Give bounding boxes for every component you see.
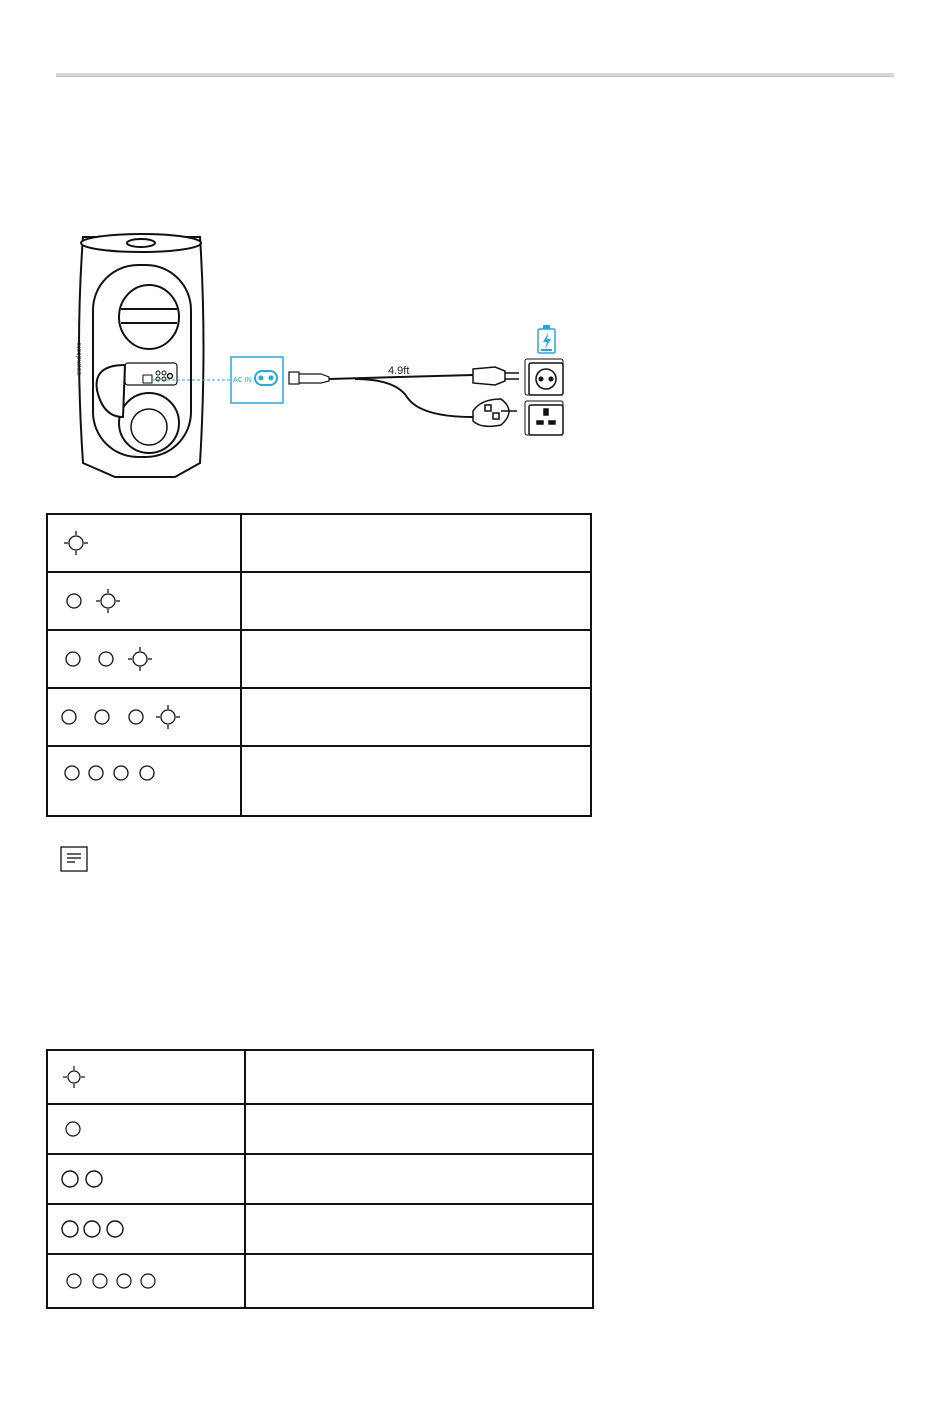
led-indicator-icon bbox=[54, 1063, 234, 1091]
table-row bbox=[47, 630, 591, 688]
description-cell bbox=[241, 746, 591, 816]
indicator-cell bbox=[47, 1050, 245, 1104]
battery-level-table bbox=[46, 1049, 594, 1309]
cable-uk bbox=[355, 379, 473, 417]
led-indicator-icon bbox=[54, 1117, 234, 1141]
eu-plug-icon bbox=[473, 367, 519, 385]
indicator-cell bbox=[47, 1254, 245, 1308]
indicator-cell bbox=[47, 1104, 245, 1154]
battery-charging-icon bbox=[538, 325, 555, 353]
led-indicator-icon bbox=[54, 1217, 234, 1241]
description-cell bbox=[241, 514, 591, 572]
table-row bbox=[47, 1204, 593, 1254]
led-indicator-icon bbox=[54, 702, 234, 732]
table-row bbox=[47, 1254, 593, 1308]
table-row bbox=[47, 514, 591, 572]
speaker-icon bbox=[79, 234, 204, 477]
table-row bbox=[47, 1104, 593, 1154]
top-rule bbox=[56, 73, 894, 77]
led-indicator-icon bbox=[54, 586, 234, 616]
table-row bbox=[47, 688, 591, 746]
charging-diagram bbox=[55, 225, 585, 485]
led-indicator-icon bbox=[54, 644, 234, 674]
cable-plug-icon bbox=[289, 372, 329, 384]
table-row bbox=[47, 1154, 593, 1204]
table-row bbox=[47, 572, 591, 630]
note-icon bbox=[60, 846, 88, 872]
indicator-cell bbox=[47, 746, 241, 816]
led-indicator-icon bbox=[54, 761, 234, 785]
description-cell bbox=[241, 688, 591, 746]
table-row bbox=[47, 1050, 593, 1104]
cable-length-label: 4.9ft bbox=[388, 365, 410, 377]
led-indicator-icon bbox=[54, 1269, 234, 1293]
ac-in-label: AC IN bbox=[233, 377, 252, 384]
description-cell bbox=[241, 572, 591, 630]
led-indicator-icon bbox=[54, 1167, 234, 1191]
description-cell bbox=[245, 1050, 593, 1104]
description-cell bbox=[245, 1204, 593, 1254]
eu-socket-icon bbox=[525, 359, 563, 395]
indicator-cell bbox=[47, 1204, 245, 1254]
led-indicator-icon bbox=[54, 528, 234, 558]
indicator-cell bbox=[47, 630, 241, 688]
indicator-cell bbox=[47, 688, 241, 746]
table-row bbox=[47, 746, 591, 816]
indicator-cell bbox=[47, 1154, 245, 1204]
description-cell bbox=[245, 1154, 593, 1204]
uk-socket-icon bbox=[525, 401, 563, 435]
description-cell bbox=[245, 1254, 593, 1308]
uk-plug-icon bbox=[473, 399, 517, 426]
indicator-cell bbox=[47, 514, 241, 572]
charging-diagram-svg bbox=[55, 225, 585, 485]
indicator-cell bbox=[47, 572, 241, 630]
charging-status-table bbox=[46, 513, 592, 817]
brand-label: soundcore bbox=[76, 342, 83, 375]
description-cell bbox=[241, 630, 591, 688]
description-cell bbox=[245, 1104, 593, 1154]
